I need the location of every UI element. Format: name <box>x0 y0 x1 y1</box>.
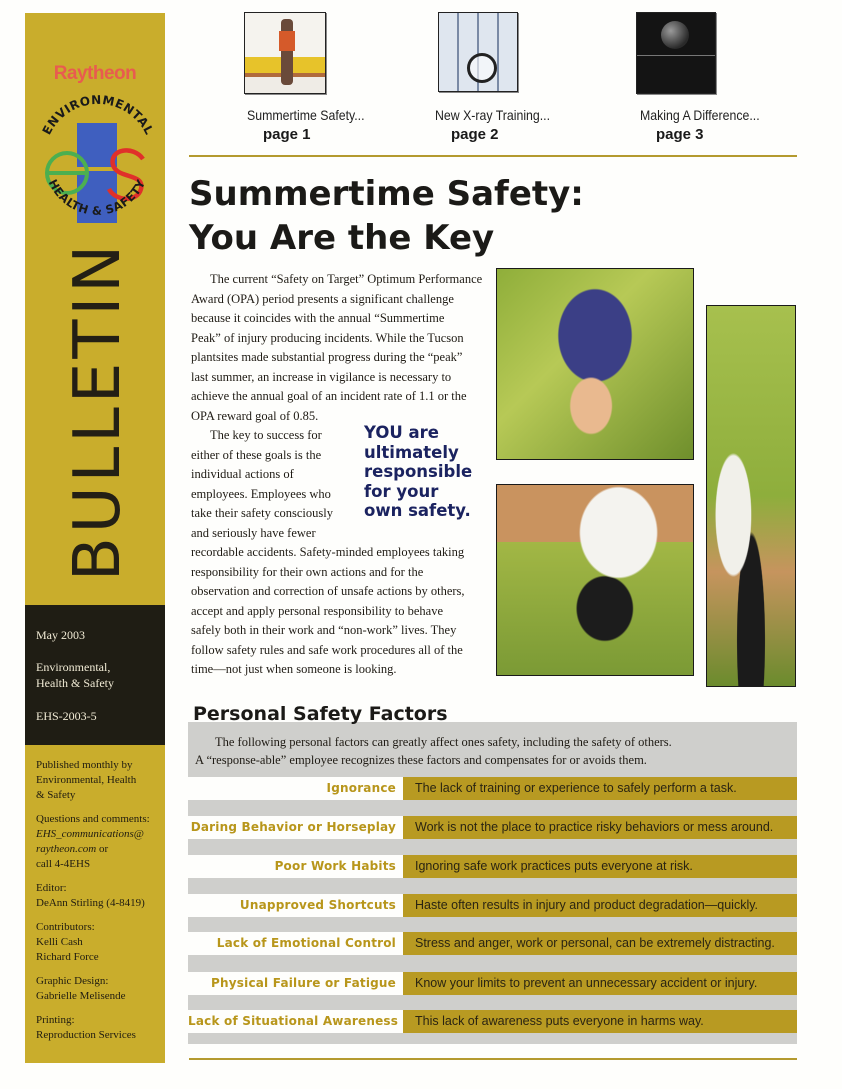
cyclist-side-photo <box>706 305 796 687</box>
safety-factor-row <box>188 855 797 878</box>
teaser-title: New X-ray Training... <box>435 107 551 123</box>
xray-magnifier-thumbnail-icon <box>438 12 518 92</box>
contributor-name: Richard Force <box>36 951 99 963</box>
published-line3: & Safety <box>36 789 76 801</box>
contributor-name: Kelli Cash <box>36 936 83 948</box>
footer-divider <box>189 1058 797 1060</box>
article-headline: Summertime Safety: You Are the Key <box>189 174 584 258</box>
design-label: Graphic Design: <box>36 975 109 987</box>
editor-name: DeAnn Stirling (4-8419) <box>36 897 145 909</box>
factor-name: Lack of Emotional Control <box>188 932 403 955</box>
masthead-title: BULLETIN <box>61 240 135 582</box>
safety-factor-row <box>188 777 797 800</box>
pullquote: YOU are ultimately responsible for your own safety. <box>364 423 473 520</box>
safety-factor-row <box>188 1010 797 1033</box>
issue-info-box <box>25 605 165 745</box>
designer-name: Gabrielle Melisende <box>36 990 126 1002</box>
email-link[interactable]: EHS_communications@ raytheon.com <box>36 828 144 855</box>
printing-label: Printing: <box>36 1014 75 1026</box>
teaser-page[interactable]: page 2 <box>451 126 499 143</box>
masthead <box>53 240 143 582</box>
credits: Published monthly by Environmental, Health & Safety Questions and comments: EHS_communications@ raytheon.com or call 4-4EHS Editor: DeAnn Stirling (4-8419) Contributors: Kelli Cash Richard Force Graphic Design: Gabrielle Melisende Printing: Reproduction Services <box>36 759 150 1041</box>
editor-label: Editor: <box>36 882 67 894</box>
safety-factors-title: Personal Safety Factors <box>193 703 448 725</box>
phone-line: call 4-4EHS <box>36 858 91 870</box>
issue-dept-line1: Environmental, <box>36 660 111 674</box>
safety-factors-intro: The following personal factors can greatly affect ones safety, including the safety of others. A “response-able” employee recognizes these factors and compensates for or avoids them. <box>195 735 672 767</box>
factor-description: Haste often results in injury and product degradation—quickly. <box>403 894 797 917</box>
logo-top-arc: ENVIRONMENTAL <box>39 92 157 138</box>
published-line2: Environmental, Health <box>36 774 137 786</box>
lightbulb-thumbnail-icon <box>636 12 716 94</box>
factor-name: Daring Behavior or Horseplay <box>188 816 403 839</box>
worker-jackhammer-thumbnail-icon <box>244 12 326 94</box>
teaser-page[interactable]: page 3 <box>656 126 704 143</box>
factor-description: The lack of training or experience to safely perform a task. <box>403 777 797 800</box>
factor-name: Physical Failure or Fatigue <box>188 972 403 995</box>
factor-name: Unapproved Shortcuts <box>188 894 403 917</box>
factor-description: Stress and anger, work or personal, can be extremely distracting. <box>403 932 797 955</box>
factor-name: Ignorance <box>188 777 403 800</box>
factor-description: This lack of awareness puts everyone in harms way. <box>403 1010 797 1033</box>
factor-name: Poor Work Habits <box>188 855 403 878</box>
sidebar <box>25 13 165 1063</box>
published-line1: Published monthly by <box>36 759 133 771</box>
teaser-title: Making A Difference... <box>640 107 760 123</box>
contributors-label: Contributors: <box>36 921 95 933</box>
ehs-logo-icon <box>33 85 159 225</box>
teaser-title: Summertime Safety... <box>247 107 365 123</box>
issue-date: May 2003 <box>36 628 85 642</box>
safety-factor-row <box>188 894 797 917</box>
questions-label: Questions and comments: <box>36 813 150 825</box>
teaser-page[interactable]: page 1 <box>263 126 311 143</box>
safety-factor-row <box>188 932 797 955</box>
factor-description: Know your limits to prevent an unnecessary accident or injury. <box>403 972 797 995</box>
printer-name: Reproduction Services <box>36 1029 136 1041</box>
article-body-paragraph-1: The current “Safety on Target” Optimum Performance Award (OPA) period presents a significant challenge because it coincides with the annual “Summertime Peak” of injury producing incidents. While the Tucson plantsites made substantial progress during the “peak” last summer, an increase in vigilance is necessary to achieve the annual goal of an incident rate of 1.1 or the OPA reward goal of 0.85. <box>191 272 483 423</box>
safety-factor-row <box>188 972 797 995</box>
issue-number: EHS-2003-5 <box>36 709 97 723</box>
factor-description: Ignoring safe work practices puts everyone at risk. <box>403 855 797 878</box>
factor-name: Lack of Situational Awareness <box>188 1010 403 1033</box>
cyclist-helmet-photo <box>496 268 694 460</box>
cyclist-handlebars-photo <box>496 484 694 676</box>
safety-factors-panel <box>188 722 797 1044</box>
safety-factor-row <box>188 816 797 839</box>
logo-bottom-arc: HEALTH & SAFETY <box>45 176 149 218</box>
header-divider <box>189 155 797 157</box>
issue-dept-line2: Health & Safety <box>36 676 114 690</box>
factor-description: Work is not the place to practice risky behaviors or mess around. <box>403 816 797 839</box>
raytheon-logo: Raytheon <box>53 63 137 84</box>
article-body-paragraph-2: The key to success for either of these goals is the individual actions of employees. Employees who take their safety consciously and seriously have fewer recordable accidents. Safety-minded employees taking responsibility for their own actions and for the observation and correction of unsafe actions by others, accept and apply personal responsibility to behave safely both in their work and “non-work” lives. They follow safety rules and safe work procedures all of the time—not just when someone is looking. <box>191 428 465 676</box>
